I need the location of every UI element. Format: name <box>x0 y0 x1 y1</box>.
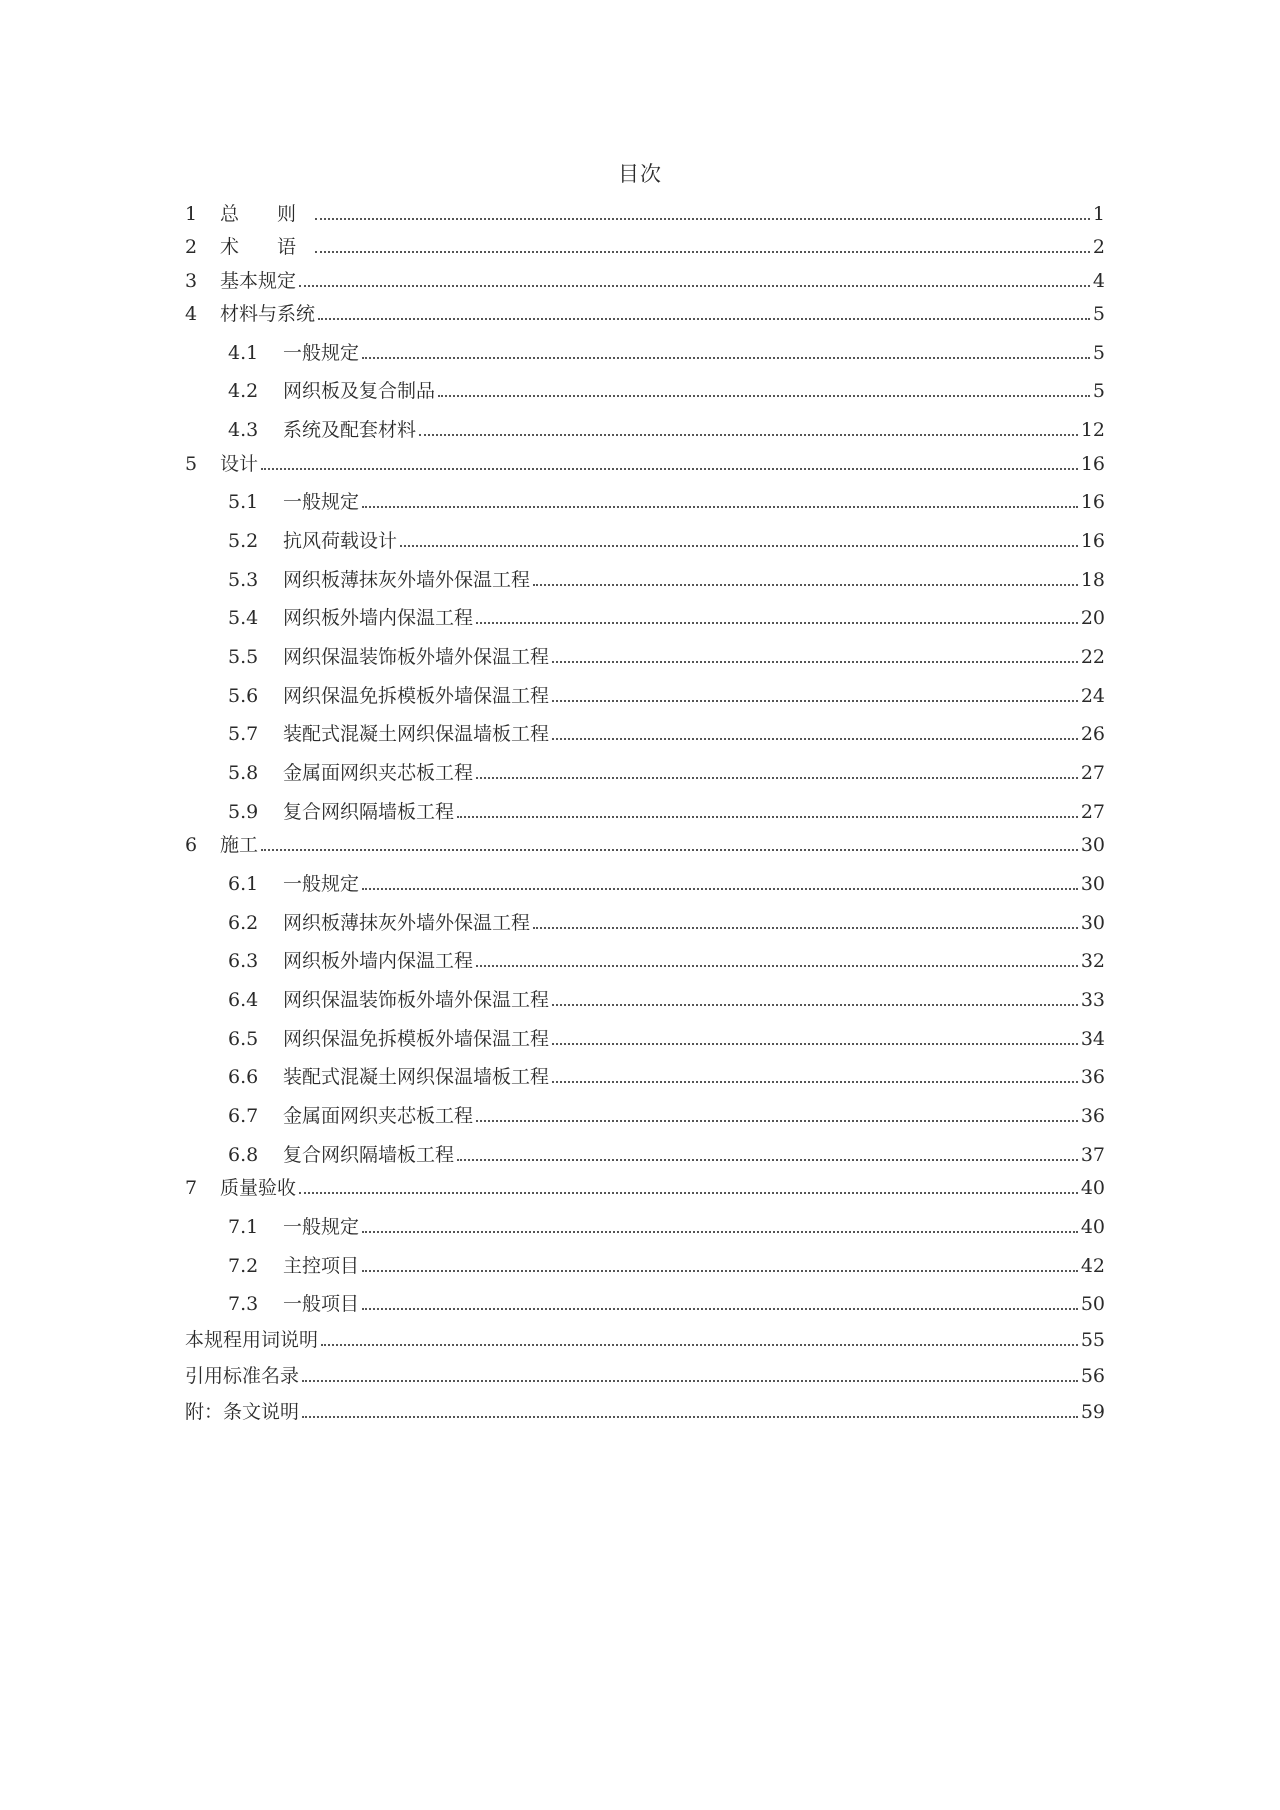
dot-leader <box>362 1231 1078 1233</box>
toc-entry-label: 引用标准名录 <box>185 1365 300 1388</box>
toc-entry-label: 网织板薄抹灰外墙外保温工程 <box>283 911 531 934</box>
toc-entry-label: 金属面网织夹芯板工程 <box>283 762 474 785</box>
toc-entry[interactable] <box>185 973 1105 1012</box>
toc-entry[interactable] <box>185 1352 1105 1388</box>
toc-entry[interactable] <box>185 326 1105 365</box>
toc-entry-number: 5.5 <box>228 646 259 668</box>
dot-leader <box>457 816 1078 818</box>
toc-entry-label: 网织保温装饰板外墙外保温工程 <box>283 646 550 668</box>
toc-entry-page-number: 1 <box>1092 202 1105 225</box>
toc-entry[interactable] <box>185 1089 1105 1128</box>
toc-entry-number: 5.4 <box>228 607 259 630</box>
toc-entry-number: 5.1 <box>228 491 259 514</box>
toc-entry-page-number: 24 <box>1080 684 1105 707</box>
dot-leader <box>552 1081 1078 1083</box>
toc-entry-page-number: 36 <box>1080 1066 1105 1089</box>
toc-entry[interactable] <box>185 1200 1105 1239</box>
dot-leader <box>419 434 1078 436</box>
toc-entry-page-number: 16 <box>1080 491 1105 514</box>
toc-entry-number: 5.3 <box>228 568 259 591</box>
toc-entry[interactable] <box>185 403 1105 442</box>
dot-leader <box>533 927 1078 929</box>
toc-entry-page-number: 5 <box>1092 303 1105 325</box>
toc-entry-page-number: 30 <box>1080 911 1105 934</box>
toc-entry-label: 网织板外墙内保温工程 <box>283 950 474 973</box>
dot-leader <box>552 661 1078 663</box>
dot-leader <box>362 1270 1078 1272</box>
dot-leader <box>533 584 1078 586</box>
toc-entry[interactable] <box>185 259 1105 293</box>
dot-leader <box>318 318 1090 320</box>
toc-entry-number: 6.4 <box>228 989 259 1011</box>
toc-entry-number: 6.8 <box>228 1143 259 1166</box>
toc-entry-page-number: 42 <box>1080 1254 1105 1277</box>
dot-leader <box>299 285 1090 287</box>
toc-entry-page-number: 50 <box>1080 1293 1105 1316</box>
toc-entry-page-number: 22 <box>1080 646 1105 668</box>
toc-entry-page-number: 40 <box>1080 1215 1105 1238</box>
toc-entry-label: 施工 <box>220 834 259 857</box>
toc-entry[interactable] <box>185 669 1105 708</box>
toc-entry[interactable] <box>185 1316 1105 1352</box>
toc-entry-label: 网织板外墙内保温工程 <box>283 607 474 630</box>
toc-entry-label: 网织保温免拆模板外墙保温工程 <box>283 684 550 707</box>
dot-leader <box>476 1120 1078 1122</box>
toc-entry-label: 复合网织隔墙板工程 <box>283 800 455 823</box>
toc-entry[interactable] <box>185 476 1105 515</box>
toc-entry-page-number: 30 <box>1080 834 1105 857</box>
dot-leader <box>552 1004 1078 1006</box>
dot-leader <box>321 1344 1078 1346</box>
dot-leader <box>261 849 1078 851</box>
toc-entry-number: 6.3 <box>228 950 259 973</box>
toc-entry-label: 一般规定 <box>283 491 360 514</box>
toc-entry[interactable] <box>185 785 1105 824</box>
toc-entry[interactable] <box>185 553 1105 592</box>
toc-entry-label: 质量验收 <box>220 1177 297 1200</box>
toc-entry-page-number: 26 <box>1080 723 1105 746</box>
toc-entry-page-number: 34 <box>1080 1027 1105 1050</box>
toc-entry-number: 6.5 <box>228 1027 259 1050</box>
toc-entry-label: 复合网织隔墙板工程 <box>283 1143 455 1166</box>
toc-entry[interactable] <box>185 1239 1105 1278</box>
toc-entry[interactable] <box>185 1128 1105 1167</box>
dot-leader <box>400 545 1078 547</box>
dot-leader <box>315 251 1090 253</box>
toc-entry-label: 装配式混凝土网织保温墙板工程 <box>283 723 550 746</box>
toc-entry-page-number: 20 <box>1080 607 1105 630</box>
toc-title: 目次 <box>618 162 662 186</box>
dot-leader <box>362 506 1078 508</box>
toc-entry-number: 2 <box>185 236 198 258</box>
toc-entry-number: 6.1 <box>228 872 259 895</box>
toc-entry[interactable] <box>185 192 1105 226</box>
table-of-contents <box>185 192 1105 1424</box>
toc-entry-number: 4.1 <box>228 341 259 364</box>
dot-leader <box>552 700 1078 702</box>
toc-entry-page-number: 4 <box>1092 269 1105 292</box>
toc-entry-page-number: 5 <box>1092 341 1105 364</box>
toc-entry-number: 6.6 <box>228 1066 259 1089</box>
toc-entry-number: 5.6 <box>228 684 259 707</box>
toc-entry-number: 4.3 <box>228 419 259 442</box>
toc-entry[interactable] <box>185 708 1105 747</box>
toc-entry[interactable] <box>185 226 1105 260</box>
toc-entry-number: 7 <box>185 1177 198 1200</box>
toc-entry-number: 5.8 <box>228 762 259 785</box>
toc-entry-number: 4 <box>185 303 198 325</box>
toc-entry-label: 本规程用词说明 <box>185 1329 319 1352</box>
toc-entry-label: 网织保温装饰板外墙外保温工程 <box>283 989 550 1011</box>
toc-entry-number: 6 <box>185 834 198 857</box>
dot-leader <box>302 1416 1078 1418</box>
toc-entry-label: 一般规定 <box>283 341 360 364</box>
toc-entry-page-number: 18 <box>1080 568 1105 591</box>
toc-entry-label: 附：条文说明 <box>185 1401 300 1424</box>
toc-entry-number: 6.2 <box>228 911 259 934</box>
dot-leader <box>302 1380 1078 1382</box>
toc-entry[interactable] <box>185 824 1105 858</box>
toc-entry-page-number: 40 <box>1080 1177 1105 1200</box>
toc-entry[interactable] <box>185 365 1105 404</box>
toc-entry-page-number: 59 <box>1080 1401 1105 1424</box>
dot-leader <box>315 218 1090 220</box>
dot-leader <box>476 622 1078 624</box>
toc-entry[interactable] <box>185 630 1105 669</box>
dot-leader <box>476 777 1078 779</box>
toc-entry-label: 抗风荷载设计 <box>283 529 398 552</box>
toc-entry-number: 6.7 <box>228 1105 259 1128</box>
toc-entry-page-number: 37 <box>1080 1143 1105 1166</box>
toc-entry-number: 4.2 <box>228 380 259 403</box>
dot-leader <box>362 888 1078 890</box>
dot-leader <box>552 738 1078 740</box>
toc-entry-label: 网织板及复合制品 <box>283 380 436 403</box>
toc-entry-page-number: 36 <box>1080 1105 1105 1128</box>
toc-entry-label: 系统及配套材料 <box>283 419 417 442</box>
toc-entry-number: 5.2 <box>228 529 259 552</box>
toc-entry-label: 材料与系统 <box>220 303 316 325</box>
toc-entry-page-number: 16 <box>1080 529 1105 552</box>
toc-entry[interactable] <box>185 442 1105 476</box>
toc-entry[interactable] <box>185 935 1105 974</box>
toc-entry-page-number: 33 <box>1080 989 1105 1011</box>
dot-leader <box>299 1192 1078 1194</box>
toc-entry[interactable] <box>185 857 1105 896</box>
toc-entry-number: 5 <box>185 452 198 475</box>
toc-entry[interactable] <box>185 746 1105 785</box>
dot-leader <box>476 965 1078 967</box>
toc-entry-page-number: 5 <box>1092 380 1105 403</box>
toc-entry[interactable] <box>185 592 1105 631</box>
toc-entry-label: 装配式混凝土网织保温墙板工程 <box>283 1066 550 1089</box>
toc-entry-number: 3 <box>185 269 198 292</box>
toc-entry[interactable] <box>185 293 1105 327</box>
toc-entry[interactable] <box>185 1012 1105 1051</box>
dot-leader <box>438 395 1090 397</box>
toc-entry-number: 5.7 <box>228 723 259 746</box>
toc-entry-label: 一般项目 <box>283 1293 360 1316</box>
dot-leader <box>457 1159 1078 1161</box>
toc-entry[interactable] <box>185 1278 1105 1317</box>
toc-entry-label: 设计 <box>220 452 259 475</box>
toc-entry-number: 7.2 <box>228 1254 259 1277</box>
toc-entry-label: 术 语 <box>220 236 313 258</box>
toc-entry-label: 基本规定 <box>220 269 297 292</box>
dot-leader <box>552 1043 1078 1045</box>
toc-entry-number: 1 <box>185 202 198 225</box>
toc-entry-label: 主控项目 <box>283 1254 360 1277</box>
toc-entry-page-number: 27 <box>1080 800 1105 823</box>
toc-entry-label: 网织保温免拆模板外墙保温工程 <box>283 1027 550 1050</box>
toc-entry[interactable] <box>185 896 1105 935</box>
dot-leader <box>261 468 1078 470</box>
toc-entry-page-number: 27 <box>1080 762 1105 785</box>
toc-entry-number: 5.9 <box>228 800 259 823</box>
toc-entry-number: 7.3 <box>228 1293 259 1316</box>
toc-entry-label: 总 则 <box>220 202 313 225</box>
toc-entry-page-number: 32 <box>1080 950 1105 973</box>
toc-entry-label: 金属面网织夹芯板工程 <box>283 1105 474 1128</box>
dot-leader <box>362 1308 1078 1310</box>
toc-entry-label: 一般规定 <box>283 1215 360 1238</box>
toc-entry-page-number: 56 <box>1080 1365 1105 1388</box>
toc-entry-page-number: 2 <box>1092 236 1105 258</box>
toc-entry[interactable] <box>185 1388 1105 1424</box>
toc-entry-page-number: 16 <box>1080 452 1105 475</box>
toc-entry-page-number: 30 <box>1080 872 1105 895</box>
toc-entry-label: 网织板薄抹灰外墙外保温工程 <box>283 568 531 591</box>
toc-entry[interactable] <box>185 1167 1105 1201</box>
toc-entry[interactable] <box>185 514 1105 553</box>
toc-entry-label: 一般规定 <box>283 872 360 895</box>
toc-entry[interactable] <box>185 1051 1105 1090</box>
toc-entry-page-number: 12 <box>1080 419 1105 442</box>
toc-entry-number: 7.1 <box>228 1215 259 1238</box>
dot-leader <box>362 357 1090 359</box>
toc-entry-page-number: 55 <box>1080 1329 1105 1352</box>
